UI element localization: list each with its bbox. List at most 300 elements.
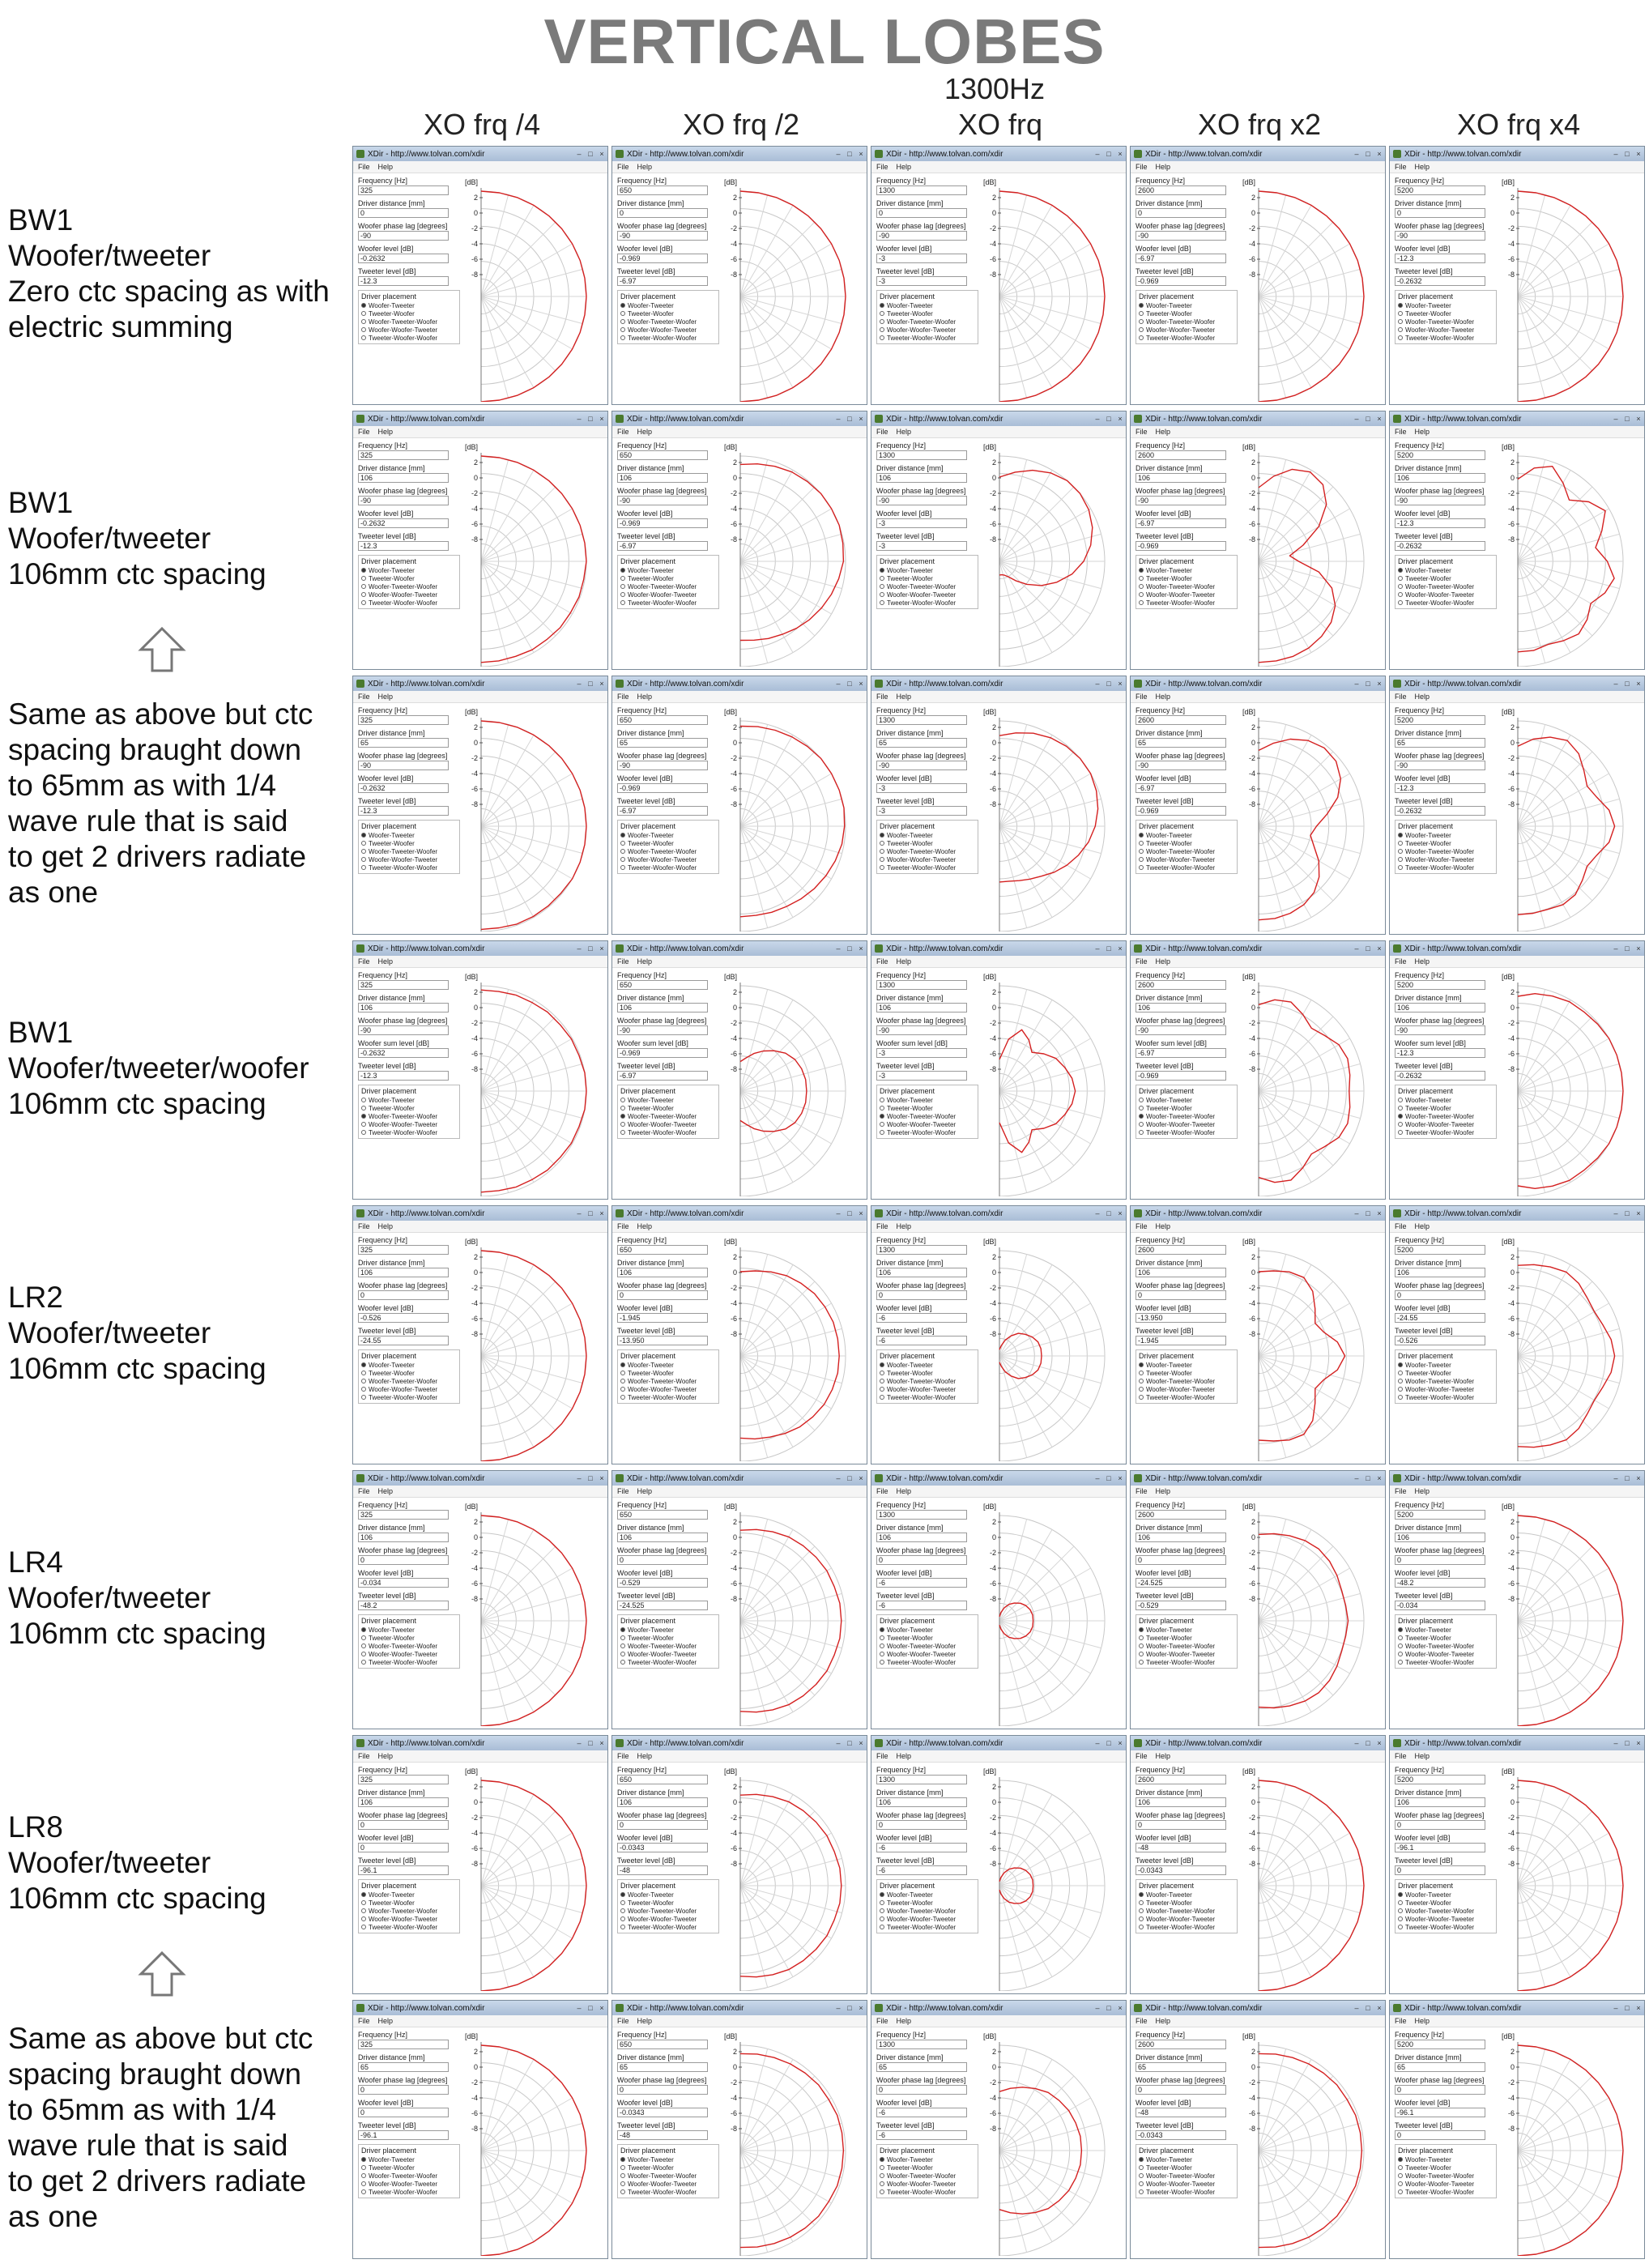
window-titlebar[interactable] [871,2001,1126,2015]
field-input[interactable]: -6.97 [1136,1048,1226,1058]
menu-item-file[interactable]: File [358,693,370,701]
field-input[interactable]: -6.97 [617,541,708,551]
field-input[interactable]: -0.2632 [358,1048,449,1058]
maximize-icon[interactable]: □ [1366,944,1370,953]
menu-item-file[interactable]: File [876,693,888,701]
field-input[interactable]: 325 [358,715,449,725]
field-input[interactable]: -48 [1136,2108,1226,2117]
field-input[interactable]: 0 [358,1820,449,1830]
field-input[interactable]: 0 [358,1843,449,1852]
window-titlebar[interactable] [1131,1736,1385,1750]
menu-item-help[interactable]: Help [896,957,912,966]
close-icon[interactable]: × [1636,2004,1641,2012]
field-input[interactable]: -90 [1395,761,1485,770]
maximize-icon[interactable]: □ [1625,1739,1630,1747]
minimize-icon[interactable]: – [836,944,841,953]
field-input[interactable]: 65 [1395,738,1485,748]
window-titlebar[interactable] [1390,1206,1644,1221]
field-input[interactable]: 106 [617,1268,708,1277]
placement-radio[interactable] [620,574,716,582]
field-input[interactable]: 5200 [1395,1510,1485,1520]
minimize-icon[interactable]: – [1613,415,1618,423]
menu-item-help[interactable]: Help [377,1752,394,1760]
minimize-icon[interactable]: – [1095,150,1100,158]
close-icon[interactable]: × [1118,1474,1123,1482]
minimize-icon[interactable]: – [1095,1739,1100,1747]
placement-radio[interactable] [1139,1915,1234,1923]
field-input[interactable]: -6.97 [617,1071,708,1081]
menu-item-help[interactable]: Help [1414,2017,1430,2025]
field-input[interactable]: 1300 [876,450,967,460]
placement-radio[interactable] [880,1915,975,1923]
menu-item-file[interactable]: File [876,1487,888,1495]
window-titlebar[interactable] [871,941,1126,956]
field-input[interactable]: 106 [358,1003,449,1013]
close-icon[interactable]: × [599,1474,604,1482]
placement-radio[interactable] [880,1385,975,1393]
placement-radio[interactable] [880,1642,975,1650]
field-input[interactable]: 325 [358,185,449,195]
menu-item-file[interactable]: File [1136,2017,1148,2025]
menu-item-help[interactable]: Help [896,1222,912,1230]
field-input[interactable]: -90 [1136,761,1226,770]
placement-radio[interactable] [361,1361,457,1369]
minimize-icon[interactable]: – [1354,2004,1359,2012]
close-icon[interactable]: × [1377,1209,1382,1217]
placement-radio[interactable] [1139,1891,1234,1899]
placement-radio[interactable] [880,1112,975,1120]
placement-radio[interactable] [1139,1385,1234,1393]
window-titlebar[interactable] [353,1736,607,1750]
menu-item-help[interactable]: Help [637,428,653,436]
placement-radio[interactable] [1139,1377,1234,1385]
field-input[interactable]: -12.3 [358,541,449,551]
menu-item-help[interactable]: Help [1155,428,1171,436]
maximize-icon[interactable]: □ [1625,1209,1630,1217]
window-titlebar[interactable] [612,147,867,161]
field-input[interactable]: -3 [876,541,967,551]
field-input[interactable]: 65 [1136,2062,1226,2072]
field-input[interactable]: -0.526 [358,1313,449,1323]
placement-radio[interactable] [620,1112,716,1120]
placement-radio[interactable] [1398,1658,1493,1666]
field-input[interactable]: 650 [617,2040,708,2049]
menu-item-help[interactable]: Help [637,2017,653,2025]
maximize-icon[interactable]: □ [1366,2004,1370,2012]
window-titlebar[interactable] [1390,147,1644,161]
field-input[interactable]: 0 [1395,2085,1485,2095]
placement-radio[interactable] [361,301,457,309]
close-icon[interactable]: × [1377,2004,1382,2012]
maximize-icon[interactable]: □ [1106,2004,1111,2012]
placement-radio[interactable] [1139,1626,1234,1634]
field-input[interactable]: -24.525 [1136,1578,1226,1588]
placement-radio[interactable] [1398,1096,1493,1104]
field-input[interactable]: 325 [358,1245,449,1255]
menu-item-help[interactable]: Help [1155,163,1171,171]
placement-radio[interactable] [1398,334,1493,342]
minimize-icon[interactable]: – [577,1739,582,1747]
window-titlebar[interactable] [1131,941,1385,956]
placement-radio[interactable] [361,1923,457,1931]
maximize-icon[interactable]: □ [588,1739,593,1747]
window-titlebar[interactable] [871,147,1126,161]
placement-radio[interactable] [620,334,716,342]
field-input[interactable]: 0 [1136,208,1226,218]
placement-radio[interactable] [1398,599,1493,607]
window-titlebar[interactable] [353,147,607,161]
field-input[interactable]: 106 [1136,473,1226,483]
placement-radio[interactable] [620,309,716,318]
menu-item-file[interactable]: File [1395,1752,1407,1760]
placement-radio[interactable] [1139,1658,1234,1666]
field-input[interactable]: 1300 [876,185,967,195]
field-input[interactable]: 106 [876,473,967,483]
placement-radio[interactable] [361,2188,457,2196]
menu-item-file[interactable]: File [1395,1487,1407,1495]
maximize-icon[interactable]: □ [1625,1474,1630,1482]
maximize-icon[interactable]: □ [1366,1739,1370,1747]
field-input[interactable]: 2600 [1136,185,1226,195]
close-icon[interactable]: × [1377,680,1382,688]
placement-radio[interactable] [1139,582,1234,590]
field-input[interactable]: 0 [1395,1290,1485,1300]
placement-radio[interactable] [361,2180,457,2188]
placement-radio[interactable] [620,1915,716,1923]
field-input[interactable]: -6 [876,1313,967,1323]
field-input[interactable]: -0.2632 [1395,806,1485,816]
placement-radio[interactable] [1398,1385,1493,1393]
placement-radio[interactable] [1398,855,1493,863]
field-input[interactable]: -12.3 [358,806,449,816]
field-input[interactable]: 1300 [876,1775,967,1784]
field-input[interactable]: 65 [1136,738,1226,748]
field-input[interactable]: -90 [876,761,967,770]
placement-radio[interactable] [1398,863,1493,872]
placement-radio[interactable] [880,1891,975,1899]
maximize-icon[interactable]: □ [588,150,593,158]
window-titlebar[interactable] [1390,2001,1644,2015]
close-icon[interactable]: × [1636,150,1641,158]
menu-item-file[interactable]: File [617,428,629,436]
menu-item-help[interactable]: Help [377,163,394,171]
placement-radio[interactable] [361,582,457,590]
menu-item-help[interactable]: Help [1414,428,1430,436]
menu-item-help[interactable]: Help [896,1487,912,1495]
placement-radio[interactable] [361,839,457,847]
maximize-icon[interactable]: □ [1625,2004,1630,2012]
field-input[interactable]: -24.55 [1395,1313,1485,1323]
field-input[interactable]: -0.529 [1136,1601,1226,1610]
field-input[interactable]: 325 [358,1510,449,1520]
field-input[interactable]: -13.950 [1136,1313,1226,1323]
field-input[interactable]: 0 [1136,1555,1226,1565]
placement-radio[interactable] [1398,2180,1493,2188]
placement-radio[interactable] [1139,855,1234,863]
field-input[interactable]: 0 [1136,2085,1226,2095]
close-icon[interactable]: × [599,1209,604,1217]
field-input[interactable]: -3 [876,254,967,263]
field-input[interactable]: -6 [876,1578,967,1588]
minimize-icon[interactable]: – [836,680,841,688]
placement-radio[interactable] [1139,1923,1234,1931]
placement-radio[interactable] [620,2180,716,2188]
close-icon[interactable]: × [599,2004,604,2012]
field-input[interactable]: -6.97 [617,276,708,286]
field-input[interactable]: -90 [876,231,967,241]
maximize-icon[interactable]: □ [1625,150,1630,158]
placement-radio[interactable] [880,326,975,334]
field-input[interactable]: -90 [358,496,449,505]
close-icon[interactable]: × [859,1209,863,1217]
field-input[interactable]: 325 [358,980,449,990]
close-icon[interactable]: × [1636,1474,1641,1482]
placement-radio[interactable] [620,599,716,607]
maximize-icon[interactable]: □ [1106,150,1111,158]
field-input[interactable]: -0.2632 [1395,276,1485,286]
placement-radio[interactable] [620,1393,716,1401]
field-input[interactable]: 2600 [1136,1510,1226,1520]
placement-radio[interactable] [1398,1393,1493,1401]
placement-radio[interactable] [620,1923,716,1931]
field-input[interactable]: 65 [876,738,967,748]
menu-item-help[interactable]: Help [896,2017,912,2025]
placement-radio[interactable] [620,326,716,334]
minimize-icon[interactable]: – [1613,944,1618,953]
menu-item-file[interactable]: File [876,1222,888,1230]
placement-radio[interactable] [1398,326,1493,334]
close-icon[interactable]: × [1118,150,1123,158]
placement-radio[interactable] [620,2164,716,2172]
placement-radio[interactable] [1139,831,1234,839]
menu-item-file[interactable]: File [358,163,370,171]
field-input[interactable]: -48 [617,2130,708,2140]
field-input[interactable]: -6.97 [617,806,708,816]
placement-radio[interactable] [620,1642,716,1650]
close-icon[interactable]: × [859,2004,863,2012]
menu-item-file[interactable]: File [1395,957,1407,966]
placement-radio[interactable] [880,1923,975,1931]
placement-radio[interactable] [1398,1915,1493,1923]
field-input[interactable]: -6.97 [1136,518,1226,528]
placement-radio[interactable] [880,2180,975,2188]
placement-radio[interactable] [1398,590,1493,599]
placement-radio[interactable] [880,863,975,872]
maximize-icon[interactable]: □ [1106,415,1111,423]
minimize-icon[interactable]: – [1613,2004,1618,2012]
field-input[interactable]: -0.526 [1395,1336,1485,1345]
field-input[interactable]: 0 [1395,2130,1485,2140]
placement-radio[interactable] [880,318,975,326]
minimize-icon[interactable]: – [1613,1739,1618,1747]
close-icon[interactable]: × [1636,944,1641,953]
minimize-icon[interactable]: – [836,1739,841,1747]
placement-radio[interactable] [880,2155,975,2164]
menu-item-file[interactable]: File [1136,1752,1148,1760]
close-icon[interactable]: × [859,150,863,158]
placement-radio[interactable] [361,1658,457,1666]
field-input[interactable]: 650 [617,185,708,195]
placement-radio[interactable] [620,1891,716,1899]
placement-radio[interactable] [1398,2155,1493,2164]
window-titlebar[interactable] [1390,411,1644,426]
menu-item-help[interactable]: Help [377,1222,394,1230]
placement-radio[interactable] [620,301,716,309]
menu-item-file[interactable]: File [358,1222,370,1230]
placement-radio[interactable] [1139,334,1234,342]
placement-radio[interactable] [880,839,975,847]
close-icon[interactable]: × [1377,150,1382,158]
placement-radio[interactable] [1398,1112,1493,1120]
field-input[interactable]: 325 [358,1775,449,1784]
menu-item-help[interactable]: Help [377,428,394,436]
field-input[interactable]: 5200 [1395,2040,1485,2049]
field-input[interactable]: 2600 [1136,450,1226,460]
field-input[interactable]: 5200 [1395,1245,1485,1255]
placement-radio[interactable] [620,839,716,847]
window-titlebar[interactable] [1131,1471,1385,1486]
menu-item-file[interactable]: File [1395,428,1407,436]
field-input[interactable]: 106 [617,1797,708,1807]
placement-radio[interactable] [620,863,716,872]
field-input[interactable]: 0 [1395,1865,1485,1875]
menu-item-file[interactable]: File [1136,957,1148,966]
placement-radio[interactable] [620,847,716,855]
minimize-icon[interactable]: – [577,1474,582,1482]
menu-item-help[interactable]: Help [896,428,912,436]
minimize-icon[interactable]: – [577,415,582,423]
window-titlebar[interactable] [1131,147,1385,161]
close-icon[interactable]: × [1118,1739,1123,1747]
placement-radio[interactable] [1398,1634,1493,1642]
placement-radio[interactable] [620,566,716,574]
field-input[interactable]: -90 [1136,1025,1226,1035]
menu-item-file[interactable]: File [617,163,629,171]
field-input[interactable]: 106 [358,1533,449,1542]
field-input[interactable]: -6 [876,1601,967,1610]
placement-radio[interactable] [361,309,457,318]
field-input[interactable]: -90 [1395,496,1485,505]
field-input[interactable]: -0.0343 [1136,2130,1226,2140]
placement-radio[interactable] [1139,839,1234,847]
placement-radio[interactable] [1398,1128,1493,1136]
menu-item-file[interactable]: File [358,428,370,436]
field-input[interactable]: -24.55 [358,1336,449,1345]
menu-item-help[interactable]: Help [637,163,653,171]
placement-radio[interactable] [880,309,975,318]
minimize-icon[interactable]: – [577,680,582,688]
minimize-icon[interactable]: – [577,944,582,953]
minimize-icon[interactable]: – [1354,150,1359,158]
field-input[interactable]: -0.2632 [1395,541,1485,551]
placement-radio[interactable] [361,2155,457,2164]
placement-radio[interactable] [361,1393,457,1401]
placement-radio[interactable] [880,1393,975,1401]
close-icon[interactable]: × [859,680,863,688]
close-icon[interactable]: × [1377,1474,1382,1482]
window-titlebar[interactable] [871,1206,1126,1221]
field-input[interactable]: -0.2632 [358,518,449,528]
placement-radio[interactable] [361,1120,457,1128]
menu-item-file[interactable]: File [617,693,629,701]
placement-radio[interactable] [361,590,457,599]
maximize-icon[interactable]: □ [1625,680,1630,688]
field-input[interactable]: 106 [876,1797,967,1807]
close-icon[interactable]: × [1118,944,1123,953]
minimize-icon[interactable]: – [577,1209,582,1217]
placement-radio[interactable] [1398,1907,1493,1915]
placement-radio[interactable] [1139,1128,1234,1136]
menu-item-file[interactable]: File [358,2017,370,2025]
placement-radio[interactable] [620,2172,716,2180]
window-titlebar[interactable] [612,1206,867,1221]
field-input[interactable]: 1300 [876,715,967,725]
field-input[interactable]: -0.0343 [617,1843,708,1852]
close-icon[interactable]: × [1377,1739,1382,1747]
field-input[interactable]: 106 [1395,1797,1485,1807]
maximize-icon[interactable]: □ [1366,1474,1370,1482]
placement-radio[interactable] [880,1658,975,1666]
field-input[interactable]: -90 [617,231,708,241]
placement-radio[interactable] [361,1128,457,1136]
placement-radio[interactable] [620,1377,716,1385]
field-input[interactable]: 0 [876,2085,967,2095]
placement-radio[interactable] [1398,309,1493,318]
field-input[interactable]: -12.3 [1395,783,1485,793]
placement-radio[interactable] [620,1096,716,1104]
menu-item-file[interactable]: File [1136,163,1148,171]
close-icon[interactable]: × [599,944,604,953]
placement-radio[interactable] [1139,1393,1234,1401]
field-input[interactable]: -6.97 [1136,254,1226,263]
menu-item-file[interactable]: File [1395,693,1407,701]
minimize-icon[interactable]: – [836,415,841,423]
field-input[interactable]: -3 [876,1048,967,1058]
field-input[interactable]: -90 [358,761,449,770]
field-input[interactable]: -6 [876,2130,967,2140]
field-input[interactable]: 65 [358,2062,449,2072]
minimize-icon[interactable]: – [1354,1209,1359,1217]
window-titlebar[interactable] [871,1471,1126,1486]
maximize-icon[interactable]: □ [1366,1209,1370,1217]
field-input[interactable]: -90 [1136,496,1226,505]
placement-radio[interactable] [1398,1104,1493,1112]
menu-item-file[interactable]: File [876,1752,888,1760]
field-input[interactable]: 0 [358,2085,449,2095]
window-titlebar[interactable] [353,411,607,426]
field-input[interactable]: 106 [876,1268,967,1277]
field-input[interactable]: 106 [1136,1003,1226,1013]
field-input[interactable]: 0 [358,2108,449,2117]
maximize-icon[interactable]: □ [588,944,593,953]
field-input[interactable]: -90 [358,231,449,241]
placement-radio[interactable] [361,1634,457,1642]
field-input[interactable]: 65 [617,738,708,748]
placement-radio[interactable] [620,1104,716,1112]
menu-item-file[interactable]: File [876,957,888,966]
maximize-icon[interactable]: □ [588,680,593,688]
field-input[interactable]: 0 [876,1555,967,1565]
placement-radio[interactable] [1398,1650,1493,1658]
placement-radio[interactable] [1139,590,1234,599]
maximize-icon[interactable]: □ [1625,944,1630,953]
field-input[interactable]: 650 [617,1510,708,1520]
minimize-icon[interactable]: – [1095,1209,1100,1217]
placement-radio[interactable] [880,574,975,582]
placement-radio[interactable] [620,855,716,863]
placement-radio[interactable] [620,1634,716,1642]
placement-radio[interactable] [880,847,975,855]
